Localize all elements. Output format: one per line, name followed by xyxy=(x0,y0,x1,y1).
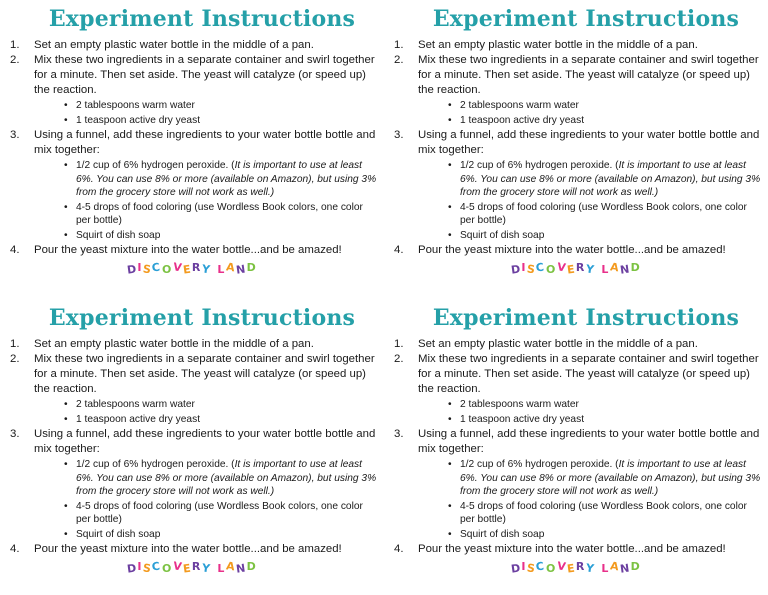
step-text: Set an empty plastic water bottle in the middle of a pan. xyxy=(418,338,698,350)
ingredient-item: • 1/2 cup of 6% hydrogen peroxide. (It is important to use at least 6%. You can use 8% or more (available on Amazon), but using 3% from the grocery store will not work as well.) xyxy=(448,459,761,497)
step-number: 2. xyxy=(394,353,404,365)
bullet: • xyxy=(448,459,452,470)
logo-letter: O xyxy=(162,263,173,276)
steps-list xyxy=(390,337,762,557)
logo-letter: Y xyxy=(200,561,213,576)
step-text: Set an empty plastic water bottle in the middle of a pan. xyxy=(418,39,698,51)
discovery-land-logo xyxy=(390,560,762,576)
ingredient-item: • 4-5 drops of food coloring (use Wordless Book colors, one color per bottle) xyxy=(64,500,363,525)
bullet: • xyxy=(64,413,68,425)
ingredient-item: • 4-5 drops of food coloring (use Wordless Book colors, one color per bottle) xyxy=(64,201,363,226)
logo-letter: I xyxy=(521,560,527,573)
instruction-card-2 xyxy=(390,6,762,296)
step-number: 4. xyxy=(10,543,20,555)
logo-letter: Y xyxy=(584,561,597,576)
bullet: • xyxy=(64,201,68,213)
card-title: Experiment Instructions xyxy=(432,6,740,32)
ingredient-item: • Squirt of dish soap xyxy=(64,528,161,540)
step-4 xyxy=(6,243,378,258)
step-2 xyxy=(390,352,762,426)
ingredient-item: • 1/2 cup of 6% hydrogen peroxide. (It is important to use at least 6%. You can use 8% or more (available on Amazon), but using 3% from the grocery store will not work as well.) xyxy=(448,160,761,198)
step-2-ingredients xyxy=(418,398,762,426)
logo-letter: A xyxy=(225,260,237,275)
logo-letter: C xyxy=(151,559,163,574)
step-number: 3. xyxy=(394,428,404,440)
logo-letter: S xyxy=(142,561,154,576)
step-text: Using a funnel, add these ingredients to your water bottle bottle and mix together: xyxy=(34,129,376,156)
step-number: 3. xyxy=(10,428,20,440)
step-1 xyxy=(390,38,762,53)
logo-letter: A xyxy=(225,559,237,574)
step-2 xyxy=(6,352,378,426)
logo-letter: R xyxy=(191,560,202,573)
step-text: Set an empty plastic water bottle in the middle of a pan. xyxy=(34,39,314,51)
step-3 xyxy=(390,427,762,541)
step-1 xyxy=(6,38,378,53)
step-number: 2. xyxy=(394,54,404,66)
ingredient-item: • Squirt of dish soap xyxy=(64,229,161,241)
step-text: Mix these two ingredients in a separate container and swirl together for a minute. Then set aside. The yeast will catalyze (or speed up) the reaction. xyxy=(34,353,375,395)
logo-letter: C xyxy=(535,559,547,574)
step-number: 4. xyxy=(394,244,404,256)
instruction-card-4 xyxy=(390,305,762,595)
step-3-ingredients xyxy=(418,159,762,242)
logo-letter: E xyxy=(182,561,193,576)
bullet: • xyxy=(64,160,68,171)
logo-letter: C xyxy=(535,260,547,275)
logo-letter: L xyxy=(601,263,610,276)
step-text: Set an empty plastic water bottle in the middle of a pan. xyxy=(34,338,314,350)
bullet: • xyxy=(448,500,452,512)
step-4 xyxy=(6,542,378,557)
step-text: Using a funnel, add these ingredients to your water bottle bottle and mix together: xyxy=(418,428,760,455)
step-text: Using a funnel, add these ingredients to your water bottle bottle and mix together: xyxy=(34,428,376,455)
logo-letter: E xyxy=(566,561,577,576)
logo-letter: N xyxy=(235,262,248,277)
bullet: • xyxy=(448,201,452,213)
step-2 xyxy=(390,53,762,127)
bullet: • xyxy=(64,399,68,410)
logo-letter: N xyxy=(235,561,248,576)
discovery-land-logo xyxy=(6,560,378,576)
step-1 xyxy=(390,337,762,352)
logo-letter: R xyxy=(575,560,586,573)
logo-letter: D xyxy=(125,262,139,277)
step-3-ingredients xyxy=(418,458,762,541)
bullet: • xyxy=(64,500,68,512)
step-text: Pour the yeast mixture into the water bottle...and be amazed! xyxy=(418,543,726,555)
logo-letter: L xyxy=(217,263,226,276)
ingredient-item: • 2 tablespoons warm water xyxy=(64,100,195,111)
logo-letter: S xyxy=(142,262,154,277)
logo-letter: D xyxy=(246,261,258,274)
logo-letter: N xyxy=(619,561,632,576)
step-number: 1. xyxy=(10,39,20,51)
step-text: Mix these two ingredients in a separate container and swirl together for a minute. Then set aside. The yeast will catalyze (or speed up) the reaction. xyxy=(34,54,375,96)
discovery-land-logo xyxy=(6,261,378,277)
bullet: • xyxy=(64,459,68,470)
ingredient-item: • 4-5 drops of food coloring (use Wordless Book colors, one color per bottle) xyxy=(448,201,747,226)
logo-letter: N xyxy=(619,262,632,277)
logo-letter: R xyxy=(191,261,202,274)
logo-letter: D xyxy=(630,261,642,274)
logo-letter: A xyxy=(609,559,621,574)
step-3 xyxy=(6,128,378,242)
ingredient-item: • 1 teaspoon active dry yeast xyxy=(64,114,201,126)
ingredient-item: • 2 tablespoons warm water xyxy=(448,399,579,410)
step-text: Mix these two ingredients in a separate container and swirl together for a minute. Then set aside. The yeast will catalyze (or speed up) the reaction. xyxy=(418,54,759,96)
logo-letter: E xyxy=(566,262,577,277)
logo-letter: D xyxy=(509,561,523,576)
step-2-ingredients xyxy=(418,99,762,127)
ingredient-item: • 4-5 drops of food coloring (use Wordless Book colors, one color per bottle) xyxy=(448,500,747,525)
ingredient-item: • Squirt of dish soap xyxy=(448,528,545,540)
logo-letter: S xyxy=(526,561,538,576)
card-title: Experiment Instructions xyxy=(48,305,356,331)
logo-letter: I xyxy=(137,261,143,274)
bullet: • xyxy=(448,160,452,171)
step-number: 1. xyxy=(394,338,404,350)
step-text: Pour the yeast mixture into the water bottle...and be amazed! xyxy=(34,543,342,555)
bullet: • xyxy=(448,399,452,410)
logo-letter: I xyxy=(137,560,143,573)
step-3-ingredients xyxy=(34,159,378,242)
step-number: 2. xyxy=(10,353,20,365)
bullet: • xyxy=(448,100,452,111)
logo-letter: O xyxy=(546,263,557,276)
step-text: Using a funnel, add these ingredients to your water bottle bottle and mix together: xyxy=(418,129,760,156)
bullet: • xyxy=(448,229,452,241)
ingredient-item: • 1/2 cup of 6% hydrogen peroxide. (It is important to use at least 6%. You can use 8% or more (available on Amazon), but using 3% from the grocery store will not work as well.) xyxy=(64,459,377,497)
step-2-ingredients xyxy=(34,99,378,127)
step-number: 2. xyxy=(10,54,20,66)
logo-letter: V xyxy=(172,260,184,275)
logo-letter: Y xyxy=(584,262,597,277)
bullet: • xyxy=(64,528,68,540)
ingredient-item: • Squirt of dish soap xyxy=(448,229,545,241)
card-title: Experiment Instructions xyxy=(48,6,356,32)
step-3 xyxy=(6,427,378,541)
logo-letter: C xyxy=(151,260,163,275)
bullet: • xyxy=(64,229,68,241)
step-2-ingredients xyxy=(34,398,378,426)
step-4 xyxy=(390,542,762,557)
logo-letter: V xyxy=(556,559,568,574)
ingredient-item: • 1/2 cup of 6% hydrogen peroxide. (It is important to use at least 6%. You can use 8% or more (available on Amazon), but using 3% from the grocery store will not work as well.) xyxy=(64,160,377,198)
logo-letter: S xyxy=(526,262,538,277)
logo-letter: D xyxy=(630,560,642,573)
logo-letter: D xyxy=(246,560,258,573)
bullet: • xyxy=(448,114,452,126)
logo-letter: I xyxy=(521,261,527,274)
step-number: 1. xyxy=(394,39,404,51)
steps-list xyxy=(6,38,378,258)
step-text: Pour the yeast mixture into the water bottle...and be amazed! xyxy=(418,244,726,256)
card-title: Experiment Instructions xyxy=(432,305,740,331)
discovery-land-logo xyxy=(390,261,762,277)
logo-letter: O xyxy=(546,562,557,575)
ingredient-item: • 1 teaspoon active dry yeast xyxy=(448,114,585,126)
logo-letter: L xyxy=(601,562,610,575)
logo-letter: D xyxy=(509,262,523,277)
step-1 xyxy=(6,337,378,352)
bullet: • xyxy=(64,100,68,111)
step-number: 3. xyxy=(394,129,404,141)
instruction-card-3 xyxy=(6,305,378,595)
step-number: 3. xyxy=(10,129,20,141)
ingredient-item: • 1 teaspoon active dry yeast xyxy=(448,413,585,425)
step-text: Pour the yeast mixture into the water bottle...and be amazed! xyxy=(34,244,342,256)
step-3 xyxy=(390,128,762,242)
ingredient-item: • 1 teaspoon active dry yeast xyxy=(64,413,201,425)
steps-list xyxy=(6,337,378,557)
logo-letter: Y xyxy=(200,262,213,277)
ingredient-item: • 2 tablespoons warm water xyxy=(64,399,195,410)
step-number: 1. xyxy=(10,338,20,350)
steps-list xyxy=(390,38,762,258)
bullet: • xyxy=(448,413,452,425)
ingredient-item: • 2 tablespoons warm water xyxy=(448,100,579,111)
step-4 xyxy=(390,243,762,258)
logo-letter: D xyxy=(125,561,139,576)
logo-letter: E xyxy=(182,262,193,277)
step-number: 4. xyxy=(394,543,404,555)
logo-letter: V xyxy=(172,559,184,574)
step-3-ingredients xyxy=(34,458,378,541)
logo-letter: A xyxy=(609,260,621,275)
instruction-card-1 xyxy=(6,6,378,296)
logo-letter: O xyxy=(162,562,173,575)
step-2 xyxy=(6,53,378,127)
bullet: • xyxy=(448,528,452,540)
logo-letter: V xyxy=(556,260,568,275)
logo-letter: R xyxy=(575,261,586,274)
logo-letter: L xyxy=(217,562,226,575)
step-number: 4. xyxy=(10,244,20,256)
step-text: Mix these two ingredients in a separate container and swirl together for a minute. Then set aside. The yeast will catalyze (or speed up) the reaction. xyxy=(418,353,759,395)
bullet: • xyxy=(64,114,68,126)
